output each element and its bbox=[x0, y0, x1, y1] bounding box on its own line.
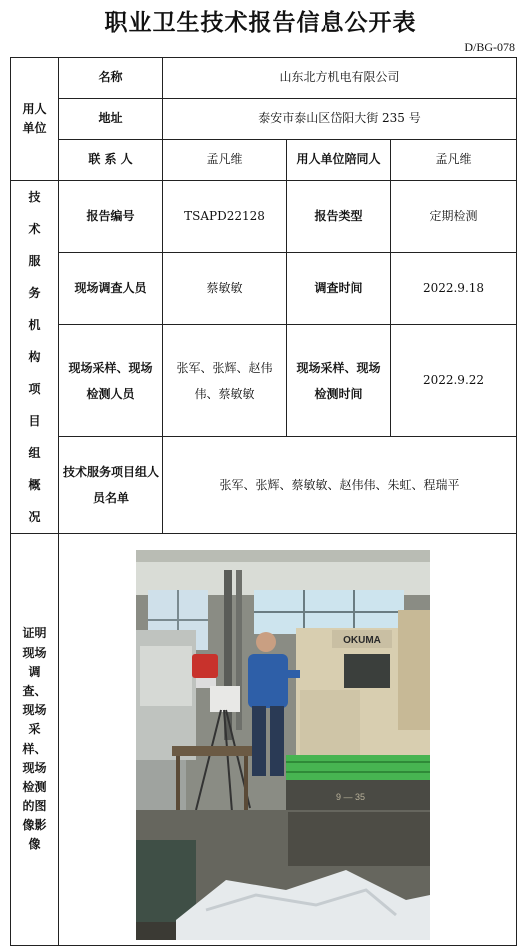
page-title: 职业卫生技术报告信息公开表 bbox=[104, 10, 417, 36]
team-value: 张军、张辉、蔡敏敏、赵伟伟、朱虹、程瑞平 bbox=[163, 437, 517, 534]
report-type-value: 定期检测 bbox=[391, 181, 517, 253]
info-table bbox=[10, 57, 517, 946]
sampling-staff-value: 张军、张辉、赵伟伟、蔡敏敏 bbox=[163, 325, 287, 437]
report-no-value: TSAPD22128 bbox=[163, 181, 287, 253]
survey-staff-value: 蔡敏敏 bbox=[163, 253, 287, 325]
sampling-staff-label: 现场采样、现场检测人员 bbox=[59, 325, 163, 437]
address-value: 泰安市泰山区岱阳大街 235 号 bbox=[163, 99, 517, 140]
evidence-section-label: 证明现场调查、现场采样、现场检测的图像影像 bbox=[11, 534, 59, 946]
contact-value: 孟凡维 bbox=[163, 140, 287, 181]
report-no-label: 报告编号 bbox=[59, 181, 163, 253]
sampling-time-label: 现场采样、现场检测时间 bbox=[287, 325, 391, 437]
machine-brand-label: OKUMA bbox=[343, 635, 381, 646]
survey-time-label: 调查时间 bbox=[287, 253, 391, 325]
photo-cell bbox=[59, 534, 517, 946]
contact-label: 联 系 人 bbox=[59, 140, 163, 181]
survey-staff-label: 现场调查人员 bbox=[59, 253, 163, 325]
address-label: 地址 bbox=[59, 99, 163, 140]
employer-section-label: 用人单位 bbox=[11, 58, 59, 181]
service-section-label: 技术服务机构项目组概况 bbox=[11, 181, 59, 534]
escort-label: 用人单位陪同人 bbox=[287, 140, 391, 181]
survey-time-value: 2022.9.18 bbox=[391, 253, 517, 325]
escort-value: 孟凡维 bbox=[391, 140, 517, 181]
team-label: 技术服务项目组人员名单 bbox=[59, 437, 163, 534]
sampling-time-value: 2022.9.22 bbox=[391, 325, 517, 437]
document-code: D/BG-078 bbox=[464, 40, 515, 54]
site-inspection-photo bbox=[136, 550, 430, 940]
name-value: 山东北方机电有限公司 bbox=[163, 58, 517, 99]
name-label: 名称 bbox=[59, 58, 163, 99]
svg-text:9 — 35: 9 — 35 bbox=[336, 792, 366, 802]
report-type-label: 报告类型 bbox=[287, 181, 391, 253]
